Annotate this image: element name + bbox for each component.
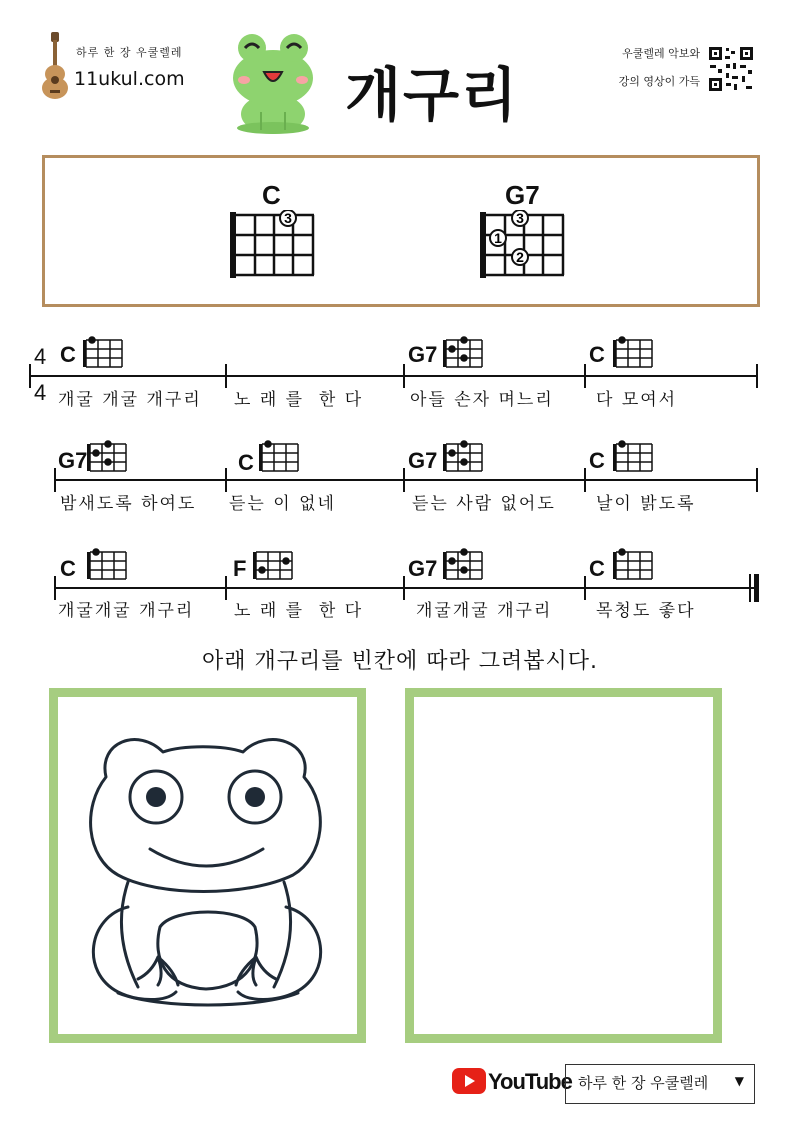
measure-lyric: 듣는 이 없네 (229, 494, 336, 514)
chord-diagram-name: G7 (505, 180, 540, 210)
time-signature-bottom: 4 (34, 380, 47, 405)
final-bar-line (754, 574, 759, 602)
measure-lyric: 아들 손자 며느리 (410, 390, 554, 410)
promo-text (606, 40, 700, 96)
channel-select-value: 하루 한 장 우쿨렐레 (578, 1074, 709, 1092)
measure-lyric: 다 모여서 (596, 390, 678, 410)
chord-finger-dot (92, 449, 100, 457)
chord-finger-dot (448, 557, 456, 565)
measure-chord: C (589, 556, 605, 581)
measure-chord: G7 (58, 448, 88, 473)
chord-finger-dot (460, 458, 468, 466)
chord-finger-dot (88, 336, 96, 344)
promo-line-1: 우쿨렐레 악보와 (622, 47, 700, 60)
brand-tagline: 하루 한 장 우쿨렐레 (76, 46, 183, 59)
measure-lyric: 듣는 사람 없어도 (412, 494, 556, 514)
chord-finger-dot (92, 548, 100, 556)
measure-lyric: 개굴개굴 개구리 (416, 601, 553, 621)
chord-diagram-g7 (478, 210, 570, 282)
chord-finger-dot (460, 336, 468, 344)
frog-example-frame (49, 688, 366, 1043)
svg-text:3: 3 (284, 210, 292, 226)
measure-chord: G7 (408, 556, 438, 581)
chord-finger-dot (460, 566, 468, 574)
chord-finger-dot (448, 449, 456, 457)
qr-code-icon[interactable] (708, 46, 754, 92)
lead-sheet (0, 320, 800, 630)
chord-finger-dot (448, 345, 456, 353)
chord-finger-dot (104, 440, 112, 448)
svg-text:3: 3 (516, 210, 524, 226)
measure-chord: C (589, 342, 605, 367)
measure-chord: G7 (408, 342, 438, 367)
measure-lyric: 노 래 를 한 다 (234, 390, 364, 410)
chord-finger-dot (264, 440, 272, 448)
chord-finger-dot (618, 440, 626, 448)
measure-chord: C (238, 450, 254, 475)
measure-lyric: 날이 밝도록 (596, 494, 696, 514)
measure-lyric: 노 래 를 한 다 (234, 601, 364, 621)
chord-finger-dot (460, 354, 468, 362)
channel-select[interactable] (565, 1064, 755, 1104)
frog-mascot-icon (228, 28, 318, 136)
chevron-down-icon: ▼ (734, 1074, 744, 1088)
drawing-instruction: 아래 개구리를 빈칸에 따라 그려봅시다. (202, 649, 598, 674)
measure-lyric: 밤새도록 하여도 (60, 494, 197, 514)
measure-lyric: 목청도 좋다 (596, 601, 696, 621)
youtube-logo-icon[interactable] (452, 1068, 486, 1094)
measure-chord: F (233, 556, 247, 581)
frog-outline-icon (58, 697, 357, 1034)
chord-finger-dot (258, 566, 266, 574)
measure-lyric: 개굴개굴 개구리 (58, 601, 195, 621)
measure-chord: C (589, 448, 605, 473)
page-title: 개구리 (345, 61, 520, 129)
time-signature-top: 4 (34, 344, 47, 369)
measure-lyric: 개굴 개굴 개구리 (58, 390, 202, 410)
measure-chord: G7 (408, 448, 438, 473)
chord-diagram-name: C (262, 180, 281, 210)
chord-diagram-c (228, 210, 320, 282)
chord-finger-dot (460, 440, 468, 448)
chord-finger-dot (460, 548, 468, 556)
measure-chord: C (60, 342, 76, 367)
measure-chord: C (60, 556, 76, 581)
chord-finger-dot (618, 336, 626, 344)
promo-line-2: 강의 영상이 가득 (618, 75, 700, 88)
brand-url[interactable]: 11ukul.com (74, 68, 185, 90)
youtube-wordmark[interactable]: YouTube (488, 1069, 572, 1094)
ukulele-icon (40, 30, 70, 100)
chord-finger-dot (618, 548, 626, 556)
chord-finger-dot (104, 458, 112, 466)
svg-text:2: 2 (516, 249, 524, 265)
blank-drawing-frame[interactable] (405, 688, 722, 1043)
chord-chart-box (42, 155, 760, 307)
chord-finger-dot (282, 557, 290, 565)
svg-text:1: 1 (494, 230, 502, 246)
